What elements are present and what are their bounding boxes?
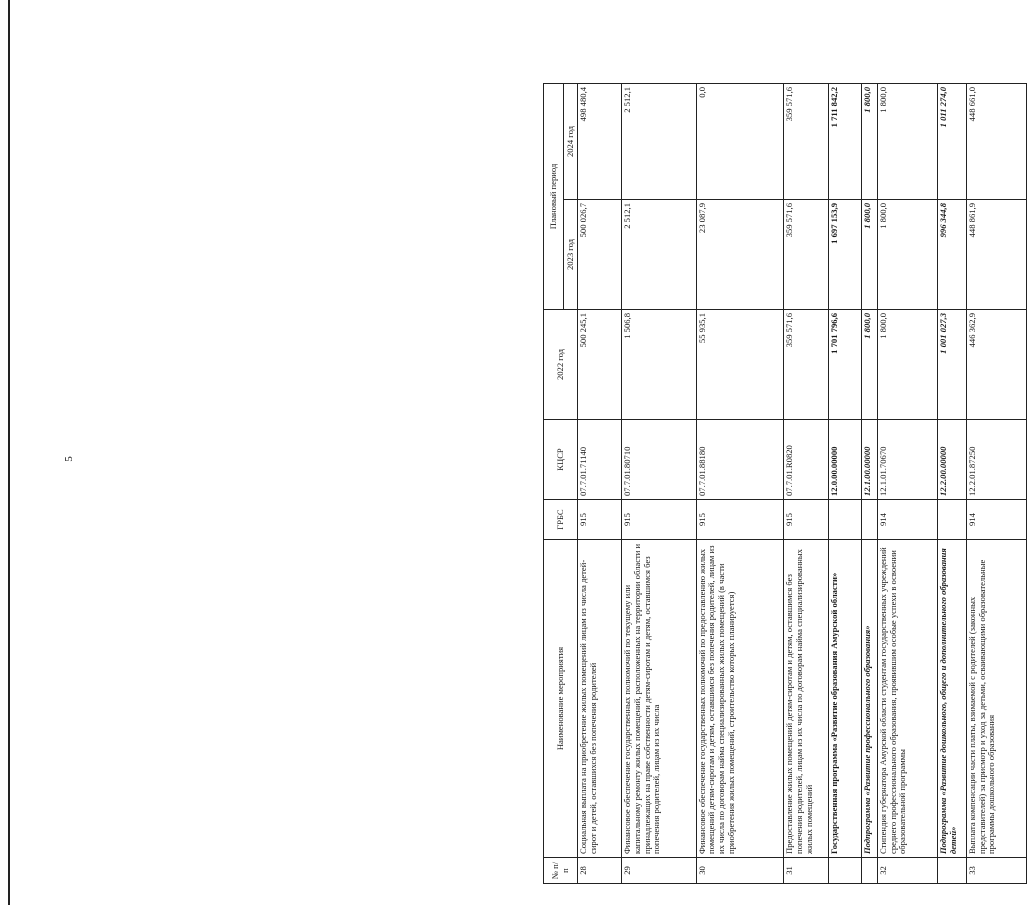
cell-kcsr: 12.0.00.00000 — [828, 420, 862, 500]
header-plan-period: Плановый период — [544, 83, 564, 309]
cell-y2023: 1 697 153,9 — [828, 200, 862, 310]
cell-no: 32 — [878, 858, 938, 884]
header-no: № п/п — [544, 858, 578, 884]
cell-y2023: 996 344,8 — [938, 200, 967, 310]
cell-no: 28 — [578, 858, 622, 884]
table-row — [878, 83, 938, 883]
cell-y2023: 1 800,0 — [878, 200, 938, 310]
cell-y2023: 1 800,0 — [862, 200, 878, 310]
table-row — [828, 83, 862, 883]
cell-y2022: 446 362,9 — [966, 310, 1026, 420]
cell-name: Государственная программа «Развитие образования Амурской области» — [828, 540, 862, 858]
cell-name: Социальная выплата на приобретение жилых помещений лицам из числа детей-сирот и детей, оставшихся без попечения родителей — [578, 540, 622, 858]
cell-kcsr: 12.2.01.87250 — [966, 420, 1026, 500]
table-body — [578, 83, 1027, 883]
cell-name: Предоставление жилых помещений детям-сиротам и детям, оставшимся без попечения родителей, лицам из их числа по договорам найма специализированных жилых помещений — [784, 540, 828, 858]
cell-name: Стипендия губернатора Амурской области студентам государственных учреждений среднего профессионального образования, проявившим особые успехи в освоении образовательной программы — [878, 540, 938, 858]
cell-y2024: 1 800,0 — [862, 83, 878, 199]
table-row — [966, 83, 1026, 883]
cell-y2023: 500 026,7 — [578, 200, 622, 310]
cell-y2024: 2 512,1 — [622, 83, 696, 199]
cell-y2022: 1 506,8 — [622, 310, 696, 420]
cell-y2024: 448 661,0 — [966, 83, 1026, 199]
rotated-table-container — [543, 84, 1027, 884]
cell-grbs — [828, 500, 862, 540]
header-name: Наименование мероприятия — [544, 540, 578, 858]
header-2022: 2022 год — [544, 310, 578, 420]
cell-y2024: 1 800,0 — [878, 83, 938, 199]
cell-y2022: 1 800,0 — [862, 310, 878, 420]
cell-name: Выплата компенсации части платы, взимаемой с родителей (законных представителей) за присмотр и уход за детьми, осваивающими образовательные программы дошкольного образования — [966, 540, 1026, 858]
cell-y2023: 2 512,1 — [622, 200, 696, 310]
budget-table — [543, 83, 1027, 884]
cell-y2022: 1 001 027,3 — [938, 310, 967, 420]
header-kcsr: КЦСР — [544, 420, 578, 500]
table-row — [622, 83, 696, 883]
cell-kcsr: 07.7.01.80710 — [622, 420, 696, 500]
cell-grbs — [862, 500, 878, 540]
table-row — [578, 83, 622, 883]
cell-y2024: 1 711 842,2 — [828, 83, 862, 199]
cell-y2024: 498 480,4 — [578, 83, 622, 199]
cell-name: Финансовое обеспечение государственных полномочий по текущему или капитальному ремонту жилых помещений, расположенных на территории области и принадлежащих на праве собственности детям-сиротам и детям, оставшимся без попечения родителей, лицам из их числа — [622, 540, 696, 858]
cell-name: Подпрограмма «Развитие профессионального образования» — [862, 540, 878, 858]
cell-y2022: 55 935,1 — [696, 310, 784, 420]
cell-name: Подпрограмма «Развитие дошкольного, общего и дополнительного образования детей» — [938, 540, 967, 858]
table-row — [862, 83, 878, 883]
cell-kcsr: 12.1.01.70670 — [878, 420, 938, 500]
table-row — [784, 83, 828, 883]
cell-grbs: 915 — [784, 500, 828, 540]
cell-grbs — [938, 500, 967, 540]
cell-kcsr: 12.1.00.00000 — [862, 420, 878, 500]
cell-kcsr: 07.7.01.88180 — [696, 420, 784, 500]
cell-y2022: 500 245,1 — [578, 310, 622, 420]
table-row — [696, 83, 784, 883]
header-2024: 2024 год — [564, 83, 578, 199]
cell-grbs: 914 — [966, 500, 1026, 540]
cell-no — [828, 858, 862, 884]
cell-y2022: 1 800,0 — [878, 310, 938, 420]
cell-y2024: 359 571,6 — [784, 83, 828, 199]
cell-name: Финансовое обеспечение государственных полномочий по предоставлению жилых помещений детям-сиротам и детям, оставшимся без попечения родителей, лицам из их числа по договорам найма специализированных жилых помещений (в части приобретения жилых помещений, строительство которых планируется) — [696, 540, 784, 858]
cell-y2022: 1 701 796,6 — [828, 310, 862, 420]
cell-no: 31 — [784, 858, 828, 884]
cell-no — [862, 858, 878, 884]
scan-edge-line — [8, 0, 10, 905]
page-number: 5 — [63, 456, 75, 462]
cell-y2023: 359 571,6 — [784, 200, 828, 310]
cell-y2022: 359 571,6 — [784, 310, 828, 420]
header-2023: 2023 год — [564, 200, 578, 310]
cell-kcsr: 07.7.01.71140 — [578, 420, 622, 500]
cell-grbs: 914 — [878, 500, 938, 540]
cell-no — [938, 858, 967, 884]
header-grbs: ГРБС — [544, 500, 578, 540]
cell-kcsr: 12.2.00.00000 — [938, 420, 967, 500]
cell-no: 30 — [696, 858, 784, 884]
cell-no: 33 — [966, 858, 1026, 884]
cell-kcsr: 07.7.01.R0820 — [784, 420, 828, 500]
cell-grbs: 915 — [696, 500, 784, 540]
cell-grbs: 915 — [578, 500, 622, 540]
cell-y2023: 448 861,9 — [966, 200, 1026, 310]
cell-grbs: 915 — [622, 500, 696, 540]
cell-y2024: 1 011 274,0 — [938, 83, 967, 199]
cell-y2023: 23 087,9 — [696, 200, 784, 310]
cell-y2024: 0,0 — [696, 83, 784, 199]
table-row — [938, 83, 967, 883]
cell-no: 29 — [622, 858, 696, 884]
